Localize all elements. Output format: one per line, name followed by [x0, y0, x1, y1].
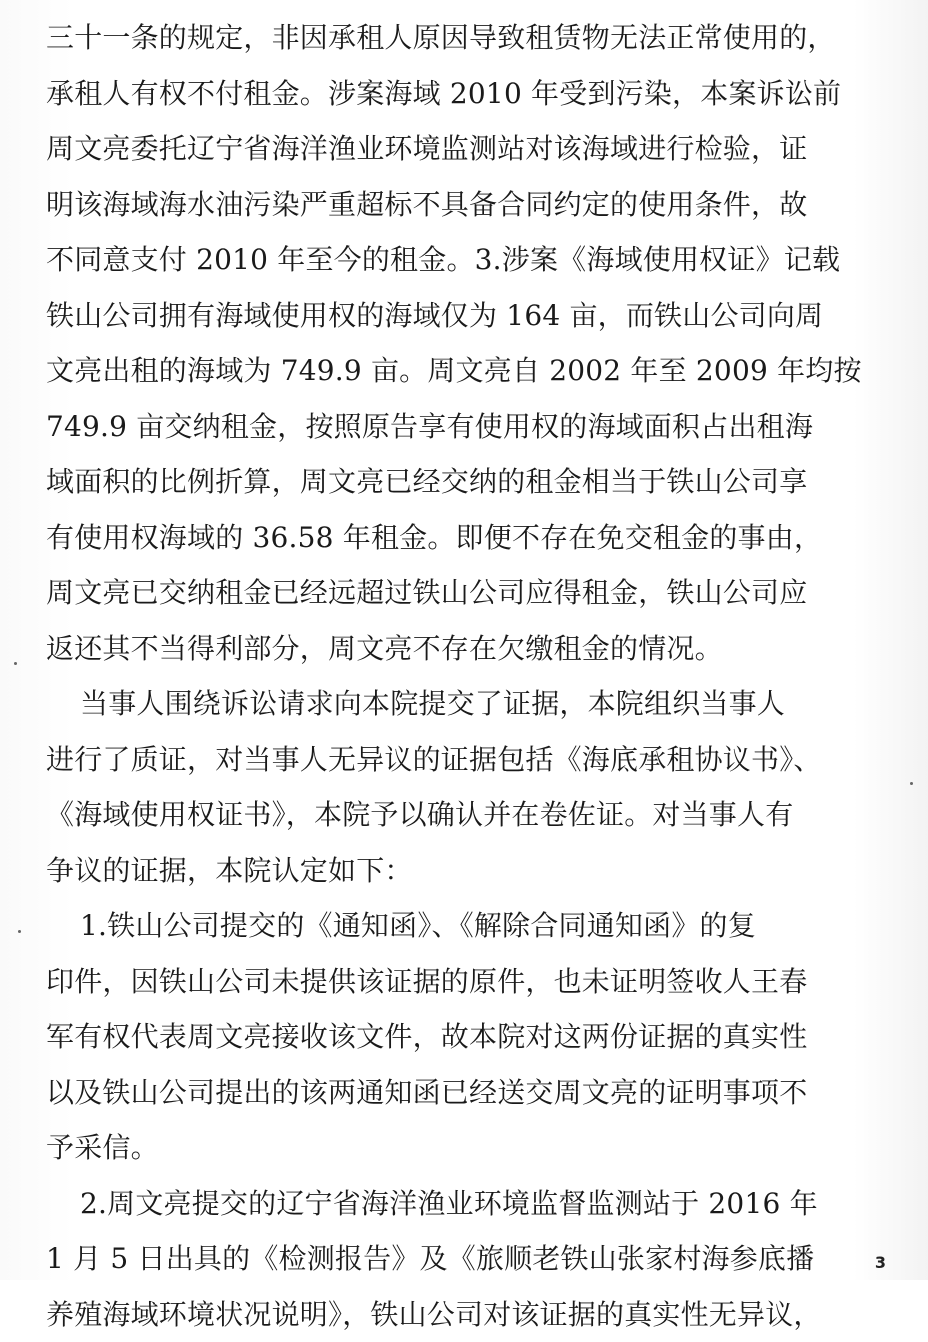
text-line: 域面积的比例折算，周文亮已经交纳的租金相当于铁山公司享 — [46, 454, 896, 510]
text-line: 返还其不当得利部分，周文亮不存在欠缴租金的情况。 — [46, 621, 896, 677]
text-line: 铁山公司拥有海域使用权的海域仅为 164 亩，而铁山公司向周 — [46, 288, 896, 344]
text-line: 以及铁山公司提出的该两通知函已经送交周文亮的证明事项不 — [46, 1065, 896, 1121]
page-number: 3 — [875, 1253, 886, 1272]
text-line: 养殖海域环境状况说明》，铁山公司对该证据的真实性无异议， — [46, 1287, 896, 1342]
paragraph-start-line: 当事人围绕诉讼请求向本院提交了证据，本院组织当事人 — [46, 676, 896, 732]
text-line: 周文亮委托辽宁省海洋渔业环境监测站对该海域进行检验，证 — [46, 121, 896, 177]
text-line: 军有权代表周文亮接收该文件，故本院对这两份证据的真实性 — [46, 1009, 896, 1065]
scan-speck — [910, 782, 913, 785]
text-line: 承租人有权不付租金。涉案海域 2010 年受到污染，本案诉讼前 — [46, 66, 896, 122]
text-line: 三十一条的规定，非因承租人原因导致租赁物无法正常使用的， — [46, 10, 896, 66]
text-line: 争议的证据，本院认定如下： — [46, 843, 896, 899]
text-line: 予采信。 — [46, 1120, 896, 1176]
text-line: 《海域使用权证书》，本院予以确认并在卷佐证。对当事人有 — [46, 787, 896, 843]
text-line: 有使用权海域的 36.58 年租金。即便不存在免交租金的事由， — [46, 510, 896, 566]
text-line: 印件，因铁山公司未提供该证据的原件，也未证明签收人王春 — [46, 954, 896, 1010]
text-line: 1 月 5 日出具的《检测报告》及《旅顺老铁山张家村海参底播 — [46, 1231, 896, 1287]
scan-speck — [14, 662, 17, 665]
scan-speck — [18, 930, 21, 933]
paragraph-start-line: 1.铁山公司提交的《通知函》、《解除合同通知函》的复 — [46, 898, 896, 954]
paragraph-start-line: 2.周文亮提交的辽宁省海洋渔业环境监督监测站于 2016 年 — [46, 1176, 896, 1232]
text-line: 周文亮已交纳租金已经远超过铁山公司应得租金，铁山公司应 — [46, 565, 896, 621]
body-text — [46, 10, 896, 1342]
text-line: 749.9 亩交纳租金，按照原告享有使用权的海域面积占出租海 — [46, 399, 896, 455]
text-line: 文亮出租的海域为 749.9 亩。周文亮自 2002 年至 2009 年均按 — [46, 343, 896, 399]
text-line: 进行了质证，对当事人无异议的证据包括《海底承租协议书》、 — [46, 732, 896, 788]
text-line: 不同意支付 2010 年至今的租金。3.涉案《海域使用权证》记载 — [46, 232, 896, 288]
text-line: 明该海域海水油污染严重超标不具备合同约定的使用条件，故 — [46, 177, 896, 233]
